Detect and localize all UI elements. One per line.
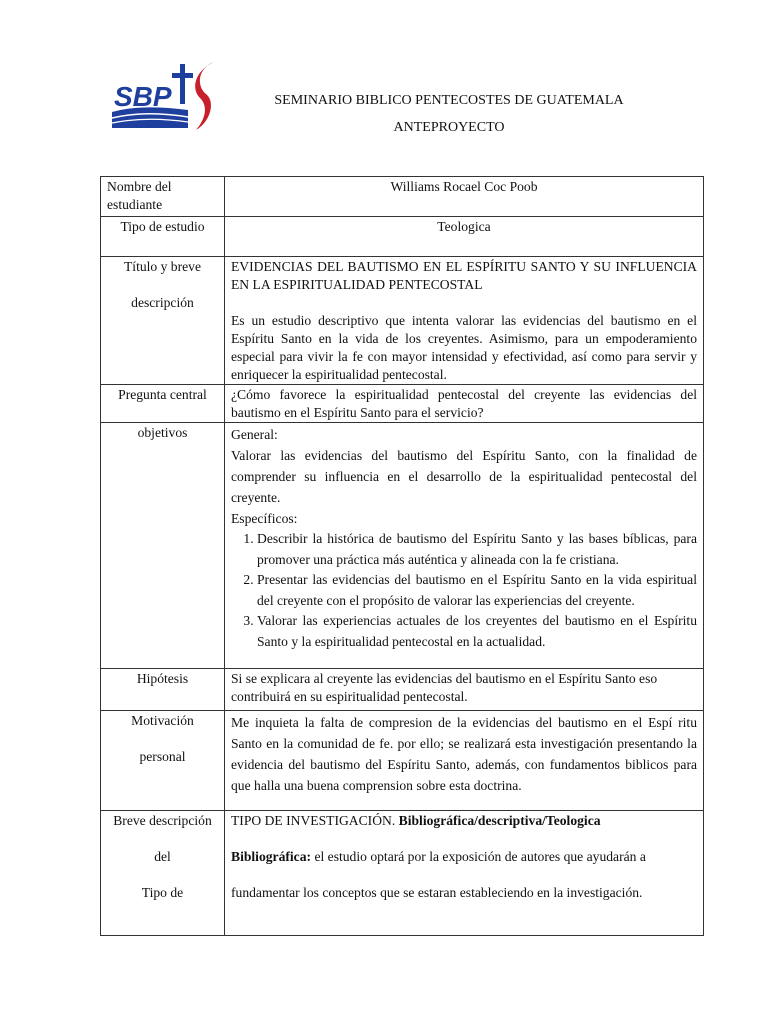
research-label xyxy=(101,811,225,936)
list-item: 1. Describir la histórica de bautismo del Espíritu Santo y las bases bíblicas, para promover una práctica más auténtica y alineada con la fe cristiana. xyxy=(257,529,697,570)
motivation-value: Me inquieta la falta de compresion de la evidencias del bautismo en el Espí ritu Santo en la comunidad de fe. por ello; se realizará esta investigación presentando la evidencia del bautismo del Espíritu Santo, además, con fundamentos biblicos para que halla una buena comprension sobre esta doctrina. xyxy=(225,711,704,811)
biblio-bold: Bibliográfica: xyxy=(231,849,312,864)
question-value: ¿Cómo favorece la espiritualidad pentecostal del creyente las evidencias del bautismo en el Espíritu Santo para el servicio? xyxy=(225,385,704,423)
research-type-prefix: TIPO DE INVESTIGACIÓN. xyxy=(231,813,399,828)
table-row xyxy=(101,177,704,217)
objectives-value xyxy=(225,423,704,669)
motivation-label-line: personal xyxy=(139,749,186,764)
title-description: Es un estudio descriptivo que intenta valorar las evidencias del bautismo en el Espíritu Santo en la vida de los creyentes. Asimismo, para un empoderamiento especial para vivir la fe con mayor intensidad y efectividad, así como para servir y enriquecer la espiritualidad pentecostal. xyxy=(231,313,697,382)
specific-heading: Específicos: xyxy=(231,511,298,526)
study-type-value: Teologica xyxy=(225,217,704,257)
specific-objectives-list xyxy=(231,529,697,652)
biblio-text: el estudio optará por la exposición de autores que ayudarán a xyxy=(311,849,646,864)
table-row xyxy=(101,257,704,385)
research-title: EVIDENCIAS DEL BAUTISMO EN EL ESPÍRITU SANTO Y SU INFLUENCIA EN LA ESPIRITUALIDAD PENTECOSTAL xyxy=(231,259,697,292)
objectives-label: objetivos xyxy=(101,423,225,669)
study-type-label: Tipo de estudio xyxy=(101,217,225,257)
research-label-line: del xyxy=(154,849,171,864)
title-value xyxy=(225,257,704,385)
table-row xyxy=(101,811,704,936)
research-label-line: Breve descripción xyxy=(113,813,212,828)
seminary-title: SEMINARIO BIBLICO PENTECOSTES DE GUATEMALA xyxy=(274,93,624,108)
biblio-line xyxy=(231,848,697,866)
title-label xyxy=(101,257,225,385)
motivation-label xyxy=(101,711,225,811)
student-label: Nombre del estudiante xyxy=(101,177,225,217)
research-label-line: Tipo de xyxy=(141,885,184,900)
table-row xyxy=(101,423,704,669)
general-heading: General: xyxy=(231,427,278,442)
proposal-table xyxy=(100,176,704,936)
svg-text:SBP: SBP xyxy=(114,81,172,112)
question-label: Pregunta central xyxy=(101,385,225,423)
table-row xyxy=(101,385,704,423)
general-text: Valorar las evidencias del bautismo del Espíritu Santo, con la finalidad de comprender su influencia en el desarrollo de la espiritualidad pentecostal del creyente. xyxy=(231,448,697,505)
list-item: 2. Presentar las evidencias del bautismo en el Espíritu Santo en la vida espiritual del creyente con el propósito de valorar las experiencias del creyente. xyxy=(257,570,697,611)
student-value: Williams Rocael Coc Poob xyxy=(225,177,704,217)
title-label-line: Título y breve xyxy=(123,259,201,274)
table-row xyxy=(101,217,704,257)
motivation-label-line: Motivación xyxy=(131,713,194,728)
table-row xyxy=(101,711,704,811)
biblio-line-2: fundamentar los conceptos que se estaran estableciendo en la investigación. xyxy=(231,885,643,900)
research-value xyxy=(225,811,704,936)
table-row xyxy=(101,669,704,711)
hypothesis-label: Hipótesis xyxy=(101,669,225,711)
hypothesis-value: Si se explicara al creyente las evidencias del bautismo en el Espíritu Santo eso contribuirá en su espiritualidad pentecostal. xyxy=(225,669,704,711)
research-type-bold: Bibliográfica/descriptiva/Teologica xyxy=(398,813,601,828)
list-item: 3. Valorar las experiencias actuales de los creyentes del bautismo en el Espíritu Santo y la espiritualidad pentecostal en la actualidad. xyxy=(257,611,697,652)
research-type-line xyxy=(231,812,697,830)
document-subtitle: ANTEPROYECTO xyxy=(393,120,505,135)
title-label-line: descripción xyxy=(131,295,194,310)
